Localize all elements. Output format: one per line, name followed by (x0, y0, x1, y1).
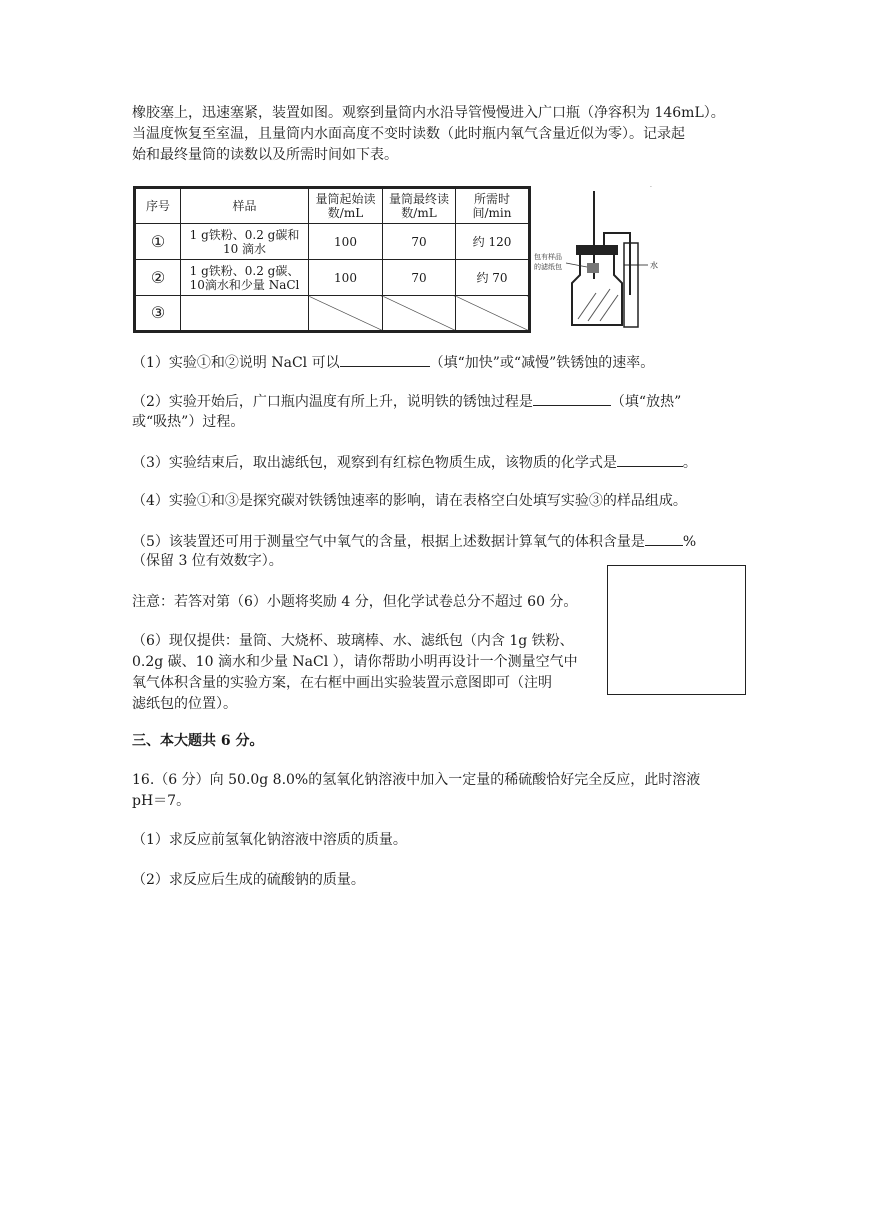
question-16-2: （2）求反应后生成的硫酸钠的质量。 (132, 872, 365, 888)
header-time: 所需时间/min (456, 188, 530, 224)
question-4: （4）实验①和③是探究碳对铁锈蚀速率的影响，请在表格空白处填写实验③的样品组成。 (132, 493, 687, 509)
question-1 (132, 352, 654, 373)
row-time: 约 120 (456, 224, 530, 260)
question-16-line-1: 16.（6 分）向 50.0g 8.0%的氢氧化钠溶液中加入一定量的稀硫酸恰好完全反应，此时溶液 (132, 772, 701, 788)
question-6-line-1: （6）现仅提供：量筒、大烧杯、玻璃棒、水、滤纸包（内含 1g 铁粉、 (132, 633, 574, 649)
row-sample-line: 10滴水和少量 NaCl (189, 277, 300, 292)
water-label: 水 (650, 261, 658, 270)
question-6-line-2: 0.2g 碳、10 滴水和少量 NaCl ），请你帮助小明再设计一个测量空气中 (132, 654, 578, 670)
header-end: 量筒最终读数/mL (383, 188, 456, 224)
q3-text-a: （3）实验结束后，取出滤纸包，观察到有红棕色物质生成，该物质的化学式是 (132, 455, 617, 471)
row-sample (181, 260, 309, 296)
q1-answer-blank[interactable] (340, 352, 430, 367)
question-3 (132, 452, 697, 473)
q2-text-b: （填“放热” (610, 394, 682, 410)
question-16-1: （1）求反应前氢氧化钠溶液中溶质的质量。 (132, 832, 407, 848)
row-time: 约 70 (456, 260, 530, 296)
row-time-blank (456, 296, 530, 332)
experiment-table (133, 186, 531, 333)
row-no: ② (135, 260, 181, 296)
question-16-line-2: pH＝7。 (132, 793, 191, 809)
q2-text-a: （2）实验开始后，广口瓶内温度有所上升，说明铁的锈蚀过程是 (132, 394, 533, 410)
packet-label-2: 的滤纸包 (534, 263, 562, 271)
row-start-blank (309, 296, 383, 332)
row-start: 100 (309, 260, 383, 296)
svg-text:·: · (650, 184, 652, 191)
row-sample-blank (181, 296, 309, 332)
q3-text-b: 。 (682, 455, 697, 471)
q1-text-b: （填“加快”或“减慢”铁锈蚀的速率。 (429, 355, 655, 371)
apparatus-figure (532, 183, 664, 331)
row-start: 100 (309, 224, 383, 260)
drawing-answer-box[interactable] (607, 565, 746, 695)
header-start: 量筒起始读数/mL (309, 188, 383, 224)
header-no: 序号 (135, 188, 181, 224)
q5-text-a: （5）该装置还可用于测量空气中氧气的含量，根据上述数据计算氧气的体积含量是 (132, 534, 645, 550)
question-2 (132, 391, 681, 412)
header-sample: 样品 (181, 188, 309, 224)
q2-answer-blank[interactable] (533, 391, 611, 406)
table-row (135, 260, 530, 296)
packet-label-1: 包有样品 (534, 253, 562, 261)
intro-line-1: 橡胶塞上，迅速塞紧，装置如图。观察到量筒内水沿导管慢慢进入广口瓶（净容积为 146mL）。 (132, 105, 725, 121)
q1-text-a: （1）实验①和②说明 NaCl 可以 (132, 355, 340, 371)
row-sample-line: 1 g铁粉、0.2 g碳、 (189, 263, 300, 278)
row-end: 70 (383, 224, 456, 260)
q5-text-b: % (682, 534, 697, 550)
row-sample (181, 224, 309, 260)
row-sample-line: 1 g铁粉、0.2 g碳和 (189, 227, 300, 242)
flask-hatching (578, 289, 618, 321)
table-row (135, 224, 530, 260)
row-no: ① (135, 224, 181, 260)
table-row (135, 296, 530, 332)
intro-line-2: 当温度恢复至室温，且量筒内水面高度不变时读数（此时瓶内氧气含量近似为零）。记录起 (132, 126, 685, 142)
row-no: ③ (135, 296, 181, 332)
question-5-cont: （保留 3 位有效数字）。 (132, 553, 283, 569)
question-6-line-3: 氧气体积含量的实验方案，在右框中画出实验装置示意图即可（注明 (132, 675, 552, 691)
question-6-line-4: 滤纸包的位置）。 (132, 696, 237, 712)
section-3-heading: 三、本大题共 6 分。 (132, 733, 264, 749)
question-5 (132, 531, 696, 552)
row-end-blank (383, 296, 456, 332)
filter-packet (587, 263, 599, 273)
table-header-row (135, 188, 530, 224)
bonus-note: 注意：若答对第（6）小题将奖励 4 分，但化学试卷总分不超过 60 分。 (132, 594, 578, 610)
row-sample-line: 10 滴水 (222, 241, 267, 256)
packet-label-pointer (566, 263, 587, 267)
q3-answer-blank[interactable] (617, 452, 683, 467)
row-end: 70 (383, 260, 456, 296)
stopper (576, 245, 618, 255)
q5-answer-blank[interactable] (645, 531, 683, 546)
intro-line-3: 始和最终量筒的读数以及所需时间如下表。 (132, 147, 398, 163)
question-2-cont: 或“吸热”）过程。 (132, 414, 245, 430)
